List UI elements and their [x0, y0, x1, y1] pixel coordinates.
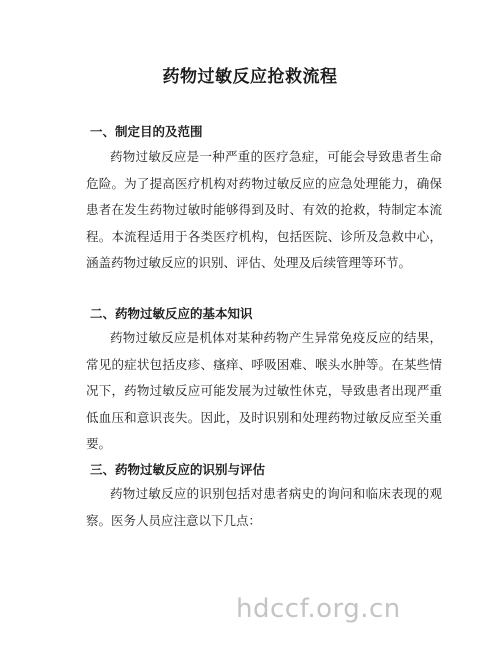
section-heading-basics: 二、药物过敏反应的基本知识 — [90, 306, 253, 321]
section-body-basics: 药物过敏反应是机体对某种药物产生异常免疫反应的结果，常见的症状包括皮疹、瘙痒、呼吸困难、喉头水肿等。在某些情况下，药物过敏反应可能发展为过敏性休克，导致患者出现严重低血压和意识丧失。因此，及时识别和处理药物过敏反应至关重要。 — [86, 330, 442, 451]
section-heading-purpose: 一、制定目的及范围 — [90, 124, 203, 139]
section-heading-identification: 三、药物过敏反应的识别与评估 — [90, 462, 266, 477]
section-body-purpose: 药物过敏反应是一种严重的医疗急症，可能会导致患者生命危险。为了提高医疗机构对药物过敏反应的应急处理能力，确保患者在发生药物过敏时能够得到及时、有效的抢救，特制定本流程。本流程适用于各类医疗机构，包括医院、诊所及急救中心，涵盖药物过敏反应的识别、评估、处理及后续管理等环节。 — [86, 149, 442, 270]
section-body-identification: 药物过敏反应的识别包括对患者病史的询问和临床表现的观察。医务人员应注意以下几点： — [86, 486, 442, 528]
watermark-text: hdccf.org.cn — [236, 594, 401, 624]
document-title: 药物过敏反应抢救流程 — [162, 67, 338, 87]
